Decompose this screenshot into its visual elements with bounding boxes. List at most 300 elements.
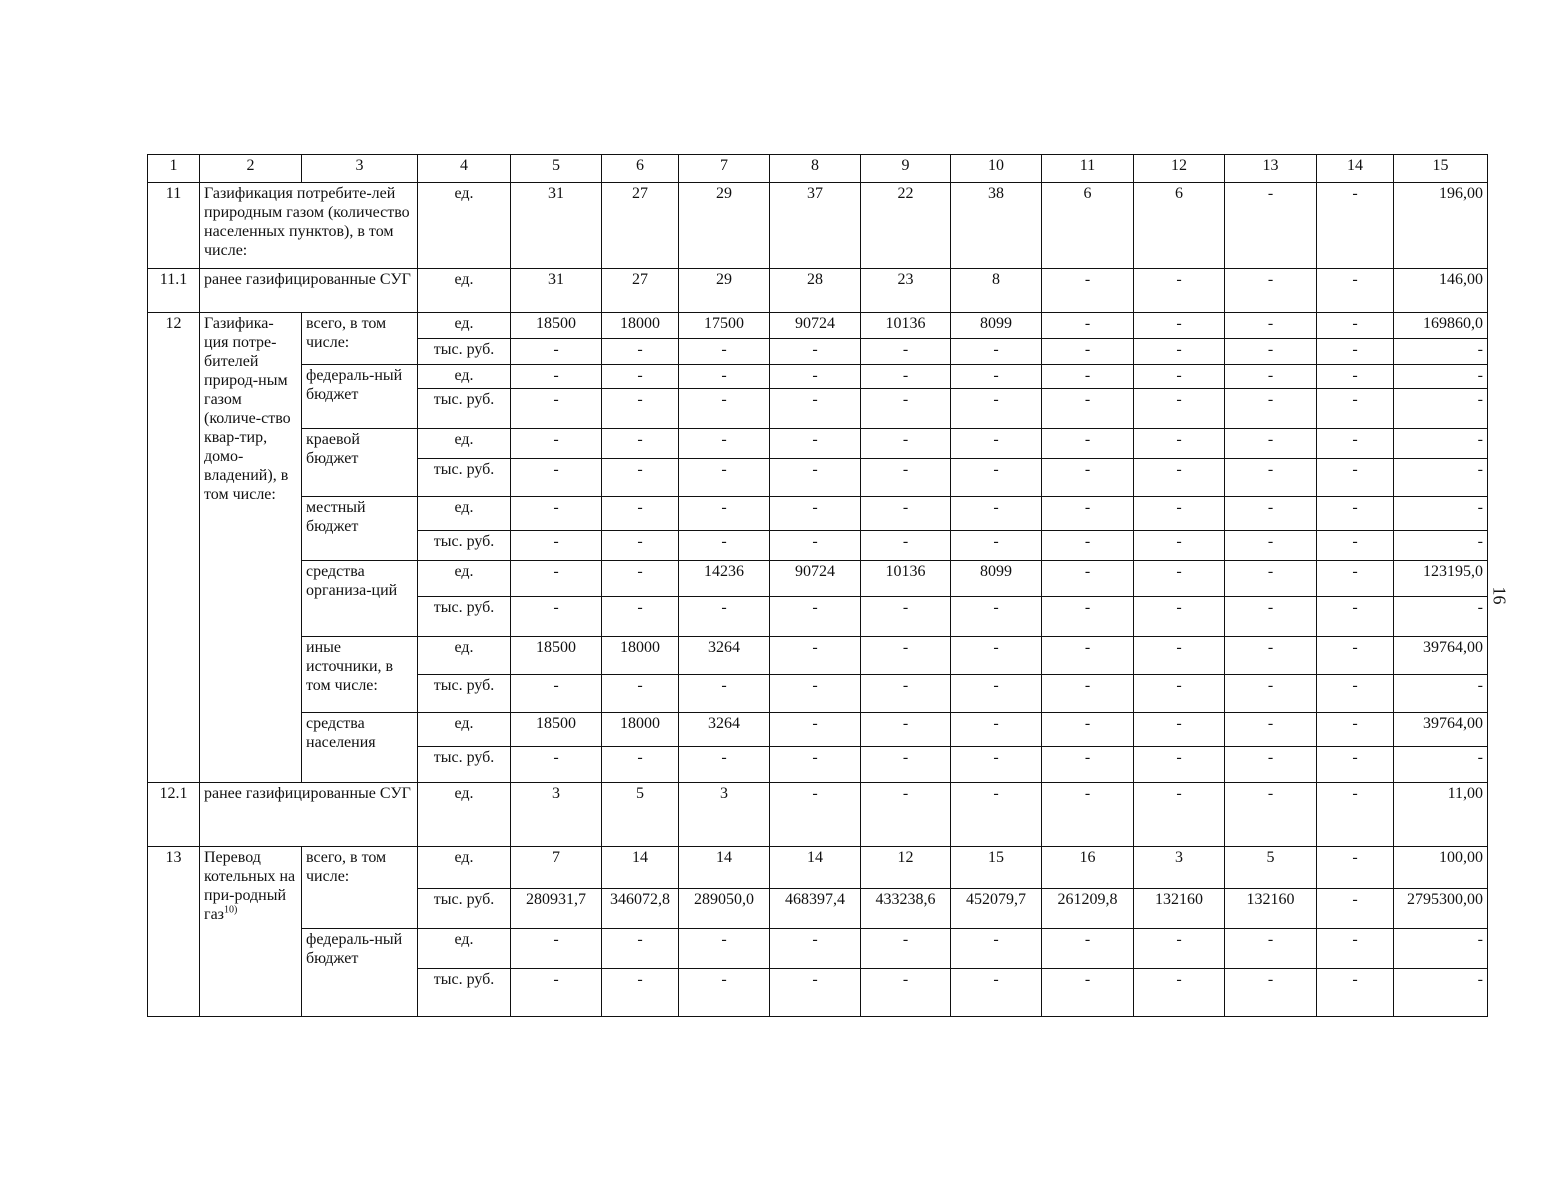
value-cell: 100,00 [1394, 847, 1488, 889]
table-row [148, 313, 1488, 339]
column-header: 10 [951, 155, 1042, 183]
row-number: 12.1 [148, 783, 200, 847]
value-cell: - [602, 429, 679, 459]
funding-source-label: средства населения [302, 713, 418, 783]
value-cell: - [1134, 531, 1225, 561]
value-cell: - [951, 713, 1042, 747]
row-number: 11 [148, 183, 200, 269]
row-number: 12 [148, 313, 200, 783]
value-cell: - [1225, 459, 1317, 497]
value-cell: - [1225, 531, 1317, 561]
value-cell: 18000 [602, 313, 679, 339]
value-cell: - [861, 459, 951, 497]
value-cell: 29 [679, 269, 770, 313]
value-cell: 3 [511, 783, 602, 847]
unit-cell: тыс. руб. [418, 339, 511, 365]
value-cell: - [1042, 747, 1134, 783]
value-cell: - [861, 389, 951, 429]
value-cell: - [1394, 747, 1488, 783]
value-cell: - [1225, 365, 1317, 389]
value-cell: - [1317, 783, 1394, 847]
unit-cell: ед. [418, 429, 511, 459]
value-cell: - [511, 339, 602, 365]
column-header: 15 [1394, 155, 1488, 183]
table-row [148, 847, 1488, 889]
value-cell: - [770, 929, 861, 969]
value-cell: - [1394, 459, 1488, 497]
value-cell: - [1225, 313, 1317, 339]
value-cell: - [1042, 675, 1134, 713]
value-cell: 5 [1225, 847, 1317, 889]
value-cell: - [770, 497, 861, 531]
value-cell: 22 [861, 183, 951, 269]
value-cell: - [602, 747, 679, 783]
value-cell: 15 [951, 847, 1042, 889]
value-cell: - [1134, 637, 1225, 675]
value-cell: - [861, 531, 951, 561]
value-cell: 3 [679, 783, 770, 847]
table-row [148, 365, 1488, 389]
value-cell: - [679, 747, 770, 783]
value-cell: 10136 [861, 313, 951, 339]
value-cell: - [511, 365, 602, 389]
value-cell: - [1042, 969, 1134, 1017]
unit-cell: ед. [418, 365, 511, 389]
value-cell: - [1042, 339, 1134, 365]
value-cell: - [679, 675, 770, 713]
value-cell: - [770, 429, 861, 459]
value-cell: - [770, 675, 861, 713]
value-cell: - [1134, 783, 1225, 847]
value-cell: 5 [602, 783, 679, 847]
row-name: ранее газифицированные СУГ [200, 269, 418, 313]
value-cell: - [951, 429, 1042, 459]
value-cell: 169860,0 [1394, 313, 1488, 339]
value-cell: 90724 [770, 313, 861, 339]
funding-source-label: иные источники, в том числе: [302, 637, 418, 713]
value-cell: 3264 [679, 637, 770, 675]
value-cell: 8099 [951, 313, 1042, 339]
unit-cell: ед. [418, 637, 511, 675]
value-cell: 29 [679, 183, 770, 269]
value-cell: - [511, 561, 602, 597]
column-header: 7 [679, 155, 770, 183]
value-cell: - [602, 497, 679, 531]
value-cell: - [951, 459, 1042, 497]
column-header: 9 [861, 155, 951, 183]
unit-cell: тыс. руб. [418, 389, 511, 429]
value-cell: 18000 [602, 713, 679, 747]
value-cell: - [602, 389, 679, 429]
value-cell: 23 [861, 269, 951, 313]
unit-cell: тыс. руб. [418, 597, 511, 637]
value-cell: - [1394, 675, 1488, 713]
value-cell: - [1225, 597, 1317, 637]
value-cell: - [602, 531, 679, 561]
column-header: 6 [602, 155, 679, 183]
value-cell: 90724 [770, 561, 861, 597]
value-cell: 14 [679, 847, 770, 889]
value-cell: 28 [770, 269, 861, 313]
value-cell: - [861, 969, 951, 1017]
value-cell: - [679, 497, 770, 531]
table-row [148, 183, 1488, 269]
column-header: 1 [148, 155, 200, 183]
value-cell: - [1225, 969, 1317, 1017]
table-row [148, 929, 1488, 969]
value-cell: - [1317, 889, 1394, 929]
value-cell: - [770, 459, 861, 497]
value-cell: - [1317, 847, 1394, 889]
value-cell: - [602, 339, 679, 365]
value-cell: 18500 [511, 713, 602, 747]
value-cell: 39764,00 [1394, 713, 1488, 747]
value-cell: - [951, 969, 1042, 1017]
value-cell: 27 [602, 269, 679, 313]
value-cell: 7 [511, 847, 602, 889]
value-cell: 12 [861, 847, 951, 889]
value-cell: - [1317, 637, 1394, 675]
value-cell: - [861, 713, 951, 747]
value-cell: - [951, 389, 1042, 429]
value-cell: - [1225, 183, 1317, 269]
value-cell: - [1394, 969, 1488, 1017]
value-cell: - [1317, 313, 1394, 339]
value-cell: - [679, 339, 770, 365]
value-cell: - [511, 747, 602, 783]
value-cell: - [602, 597, 679, 637]
value-cell: 289050,0 [679, 889, 770, 929]
value-cell: 31 [511, 183, 602, 269]
value-cell: - [1225, 637, 1317, 675]
value-cell: 8099 [951, 561, 1042, 597]
value-cell: - [1225, 339, 1317, 365]
row-number: 11.1 [148, 269, 200, 313]
value-cell: - [1042, 637, 1134, 675]
value-cell: - [1134, 365, 1225, 389]
value-cell: - [679, 531, 770, 561]
unit-cell: ед. [418, 847, 511, 889]
value-cell: 18500 [511, 637, 602, 675]
value-cell: - [1134, 969, 1225, 1017]
value-cell: - [1134, 389, 1225, 429]
value-cell: 11,00 [1394, 783, 1488, 847]
value-cell: 14 [602, 847, 679, 889]
value-cell: - [770, 713, 861, 747]
value-cell: - [770, 365, 861, 389]
table-row [148, 269, 1488, 313]
value-cell: - [511, 929, 602, 969]
table-row [148, 637, 1488, 675]
value-cell: - [1134, 713, 1225, 747]
funding-source-label: всего, в том числе: [302, 313, 418, 365]
value-cell: - [1317, 713, 1394, 747]
table-row [148, 783, 1488, 847]
value-cell: - [1394, 497, 1488, 531]
value-cell: - [1317, 561, 1394, 597]
value-cell: - [1042, 269, 1134, 313]
value-cell: - [1317, 675, 1394, 713]
value-cell: - [1317, 269, 1394, 313]
column-header: 2 [200, 155, 302, 183]
value-cell: - [511, 429, 602, 459]
value-cell: - [1134, 929, 1225, 969]
value-cell: - [861, 365, 951, 389]
value-cell: 10136 [861, 561, 951, 597]
value-cell: 452079,7 [951, 889, 1042, 929]
value-cell: - [679, 429, 770, 459]
value-cell: - [511, 497, 602, 531]
value-cell: - [951, 929, 1042, 969]
unit-cell: ед. [418, 313, 511, 339]
column-header: 8 [770, 155, 861, 183]
unit-cell: ед. [418, 713, 511, 747]
value-cell: - [1394, 339, 1488, 365]
value-cell: 39764,00 [1394, 637, 1488, 675]
funding-source-label: федераль-ный бюджет [302, 929, 418, 1017]
value-cell: - [1394, 531, 1488, 561]
value-cell: 18500 [511, 313, 602, 339]
value-cell: - [1225, 929, 1317, 969]
value-cell: - [1134, 313, 1225, 339]
value-cell: - [679, 459, 770, 497]
unit-cell: ед. [418, 929, 511, 969]
value-cell: - [861, 339, 951, 365]
value-cell: - [770, 389, 861, 429]
value-cell: - [951, 365, 1042, 389]
row-name [200, 313, 302, 783]
value-cell: - [1225, 389, 1317, 429]
column-header: 14 [1317, 155, 1394, 183]
value-cell: 38 [951, 183, 1042, 269]
value-cell: - [1134, 561, 1225, 597]
value-cell: - [1134, 269, 1225, 313]
value-cell: - [511, 675, 602, 713]
value-cell: - [1317, 531, 1394, 561]
value-cell: - [770, 783, 861, 847]
value-cell: 132160 [1134, 889, 1225, 929]
value-cell: - [1042, 531, 1134, 561]
value-cell: - [1317, 429, 1394, 459]
unit-cell: тыс. руб. [418, 531, 511, 561]
value-cell: - [602, 969, 679, 1017]
funding-source-label: краевой бюджет [302, 429, 418, 497]
value-cell: - [951, 497, 1042, 531]
value-cell: - [679, 597, 770, 637]
table-row [148, 497, 1488, 531]
value-cell: - [861, 929, 951, 969]
value-cell: 3 [1134, 847, 1225, 889]
funding-source-label: всего, в том числе: [302, 847, 418, 929]
value-cell: - [1042, 497, 1134, 531]
value-cell: - [770, 531, 861, 561]
value-cell: 146,00 [1394, 269, 1488, 313]
value-cell: 2795300,00 [1394, 889, 1488, 929]
value-cell: 31 [511, 269, 602, 313]
value-cell: - [511, 969, 602, 1017]
value-cell: - [951, 637, 1042, 675]
value-cell: - [1394, 389, 1488, 429]
row-name: Газификация потребите-лей природным газом (количество населенных пунктов), в том числе: [200, 183, 418, 269]
value-cell: - [1042, 929, 1134, 969]
value-cell: 123195,0 [1394, 561, 1488, 597]
value-cell: - [602, 459, 679, 497]
value-cell: - [1317, 339, 1394, 365]
value-cell: - [1394, 597, 1488, 637]
value-cell: - [1225, 429, 1317, 459]
value-cell: - [1042, 713, 1134, 747]
value-cell: - [679, 365, 770, 389]
value-cell: - [679, 389, 770, 429]
unit-cell: ед. [418, 561, 511, 597]
value-cell: - [1317, 969, 1394, 1017]
value-cell: - [1042, 561, 1134, 597]
value-cell: - [511, 531, 602, 561]
value-cell: - [1042, 597, 1134, 637]
value-cell: 433238,6 [861, 889, 951, 929]
value-cell: - [1134, 429, 1225, 459]
value-cell: 37 [770, 183, 861, 269]
value-cell: 18000 [602, 637, 679, 675]
value-cell: - [1225, 783, 1317, 847]
value-cell: - [951, 747, 1042, 783]
table-row [148, 561, 1488, 597]
unit-cell: тыс. руб. [418, 889, 511, 929]
value-cell: - [770, 747, 861, 783]
value-cell: - [1225, 269, 1317, 313]
value-cell: - [1134, 497, 1225, 531]
unit-cell: тыс. руб. [418, 747, 511, 783]
value-cell: - [861, 783, 951, 847]
value-cell: - [1225, 497, 1317, 531]
header-row [148, 155, 1488, 183]
value-cell: - [1042, 389, 1134, 429]
value-cell: - [1317, 389, 1394, 429]
column-header: 11 [1042, 155, 1134, 183]
row-name-text: Перевод котельных на при-родный газ [204, 849, 296, 923]
value-cell: - [602, 561, 679, 597]
value-cell: - [861, 637, 951, 675]
value-cell: 132160 [1225, 889, 1317, 929]
value-cell: 14 [770, 847, 861, 889]
value-cell: - [1317, 459, 1394, 497]
value-cell: - [602, 365, 679, 389]
row-name [200, 847, 302, 1017]
unit-cell: тыс. руб. [418, 969, 511, 1017]
value-cell: - [679, 969, 770, 1017]
value-cell: - [951, 339, 1042, 365]
column-header: 13 [1225, 155, 1317, 183]
footnote-marker: 10) [223, 904, 238, 916]
value-cell: - [679, 929, 770, 969]
value-cell: - [770, 597, 861, 637]
value-cell: 6 [1134, 183, 1225, 269]
funding-source-label: средства организа-ций [302, 561, 418, 637]
value-cell: 27 [602, 183, 679, 269]
unit-cell: ед. [418, 269, 511, 313]
value-cell: - [1042, 429, 1134, 459]
value-cell: 196,00 [1394, 183, 1488, 269]
value-cell: - [1225, 675, 1317, 713]
value-cell: - [951, 597, 1042, 637]
column-header: 5 [511, 155, 602, 183]
value-cell: - [1042, 459, 1134, 497]
value-cell: - [1317, 365, 1394, 389]
value-cell: - [1134, 675, 1225, 713]
data-table [147, 154, 1488, 1017]
unit-cell: тыс. руб. [418, 459, 511, 497]
value-cell: - [861, 597, 951, 637]
value-cell: - [1134, 339, 1225, 365]
unit-cell: ед. [418, 183, 511, 269]
value-cell: - [861, 675, 951, 713]
row-name: ранее газифицированные СУГ [200, 783, 418, 847]
value-cell: - [1394, 429, 1488, 459]
value-cell: - [1317, 597, 1394, 637]
value-cell: - [1317, 183, 1394, 269]
value-cell: - [861, 497, 951, 531]
value-cell: 261209,8 [1042, 889, 1134, 929]
funding-source-label: федераль-ный бюджет [302, 365, 418, 429]
table-row [148, 713, 1488, 747]
value-cell: - [1042, 313, 1134, 339]
value-cell: - [951, 783, 1042, 847]
value-cell: - [1225, 561, 1317, 597]
value-cell: - [861, 429, 951, 459]
value-cell: - [1042, 365, 1134, 389]
column-header: 3 [302, 155, 418, 183]
value-cell: - [1394, 365, 1488, 389]
value-cell: - [951, 675, 1042, 713]
value-cell: 346072,8 [602, 889, 679, 929]
value-cell: - [511, 389, 602, 429]
value-cell: - [602, 675, 679, 713]
value-cell: - [770, 969, 861, 1017]
value-cell: - [770, 637, 861, 675]
column-header: 4 [418, 155, 511, 183]
unit-cell: ед. [418, 497, 511, 531]
value-cell: 468397,4 [770, 889, 861, 929]
value-cell: - [1394, 929, 1488, 969]
value-cell: - [1317, 747, 1394, 783]
value-cell: - [511, 597, 602, 637]
value-cell: 280931,7 [511, 889, 602, 929]
row-number: 13 [148, 847, 200, 1017]
value-cell: 16 [1042, 847, 1134, 889]
funding-source-label: местный бюджет [302, 497, 418, 561]
value-cell: 14236 [679, 561, 770, 597]
value-cell: - [1134, 597, 1225, 637]
value-cell: 6 [1042, 183, 1134, 269]
value-cell: - [511, 459, 602, 497]
value-cell: - [1134, 459, 1225, 497]
value-cell: - [1317, 497, 1394, 531]
value-cell: - [951, 531, 1042, 561]
value-cell: - [602, 929, 679, 969]
column-header: 12 [1134, 155, 1225, 183]
value-cell: - [861, 747, 951, 783]
value-cell: - [1225, 747, 1317, 783]
value-cell: - [1134, 747, 1225, 783]
value-cell: 8 [951, 269, 1042, 313]
unit-cell: ед. [418, 783, 511, 847]
page-number: 16 [1489, 586, 1510, 605]
value-cell: - [1225, 713, 1317, 747]
value-cell: - [1042, 783, 1134, 847]
value-cell: 3264 [679, 713, 770, 747]
row-name-text: Газифика-ция потре-бителей природ-ным газом (количе-ство квар-тир, домо-владений), в том числе: [204, 315, 291, 503]
unit-cell: тыс. руб. [418, 675, 511, 713]
